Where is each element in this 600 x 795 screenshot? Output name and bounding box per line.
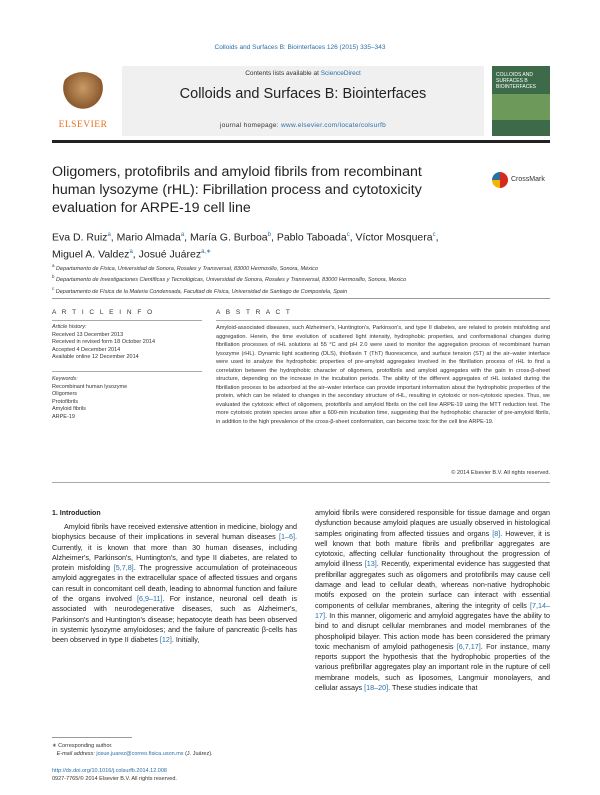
header-rule	[52, 140, 550, 143]
journal-masthead	[52, 66, 550, 136]
body-text: . These studies indicate that	[388, 683, 478, 693]
footnote-rule	[52, 737, 132, 738]
elsevier-tree-icon	[60, 72, 106, 112]
author[interactable]: Eva D. Ruiz	[52, 231, 108, 244]
author-affil-mark[interactable]: c	[346, 232, 350, 238]
keyword: Amyloid fibrils	[52, 406, 86, 413]
cover-band	[492, 94, 550, 120]
contents-line	[122, 70, 484, 77]
author[interactable]: Víctor Mosquera	[355, 231, 433, 244]
article-info-rule	[52, 320, 202, 321]
citation-link[interactable]: [7,14–17]	[315, 600, 550, 620]
affiliation-text: Departamento de Investigaciones Científicas y Tecnológicas, Universidad de Sonora, Rosales y Transversal, 83000 Hermosillo, Sonora, Mexico	[56, 277, 407, 284]
email-line	[52, 751, 297, 759]
footnote	[52, 743, 297, 758]
author[interactable]: Josué Juárez	[138, 248, 202, 261]
running-head: Colloids and Surfaces B: Biointerfaces 126 (2015) 335–343	[214, 44, 386, 51]
body-text: . For instance, many reports support the hypothesis that the hydrophobic properties of the various prefibrillar aggregates play an important role in the rupture of cell membrane models, such as liposomes, Langmuir monolayers, and cellular assays	[315, 641, 550, 693]
affiliation-mark: a	[52, 263, 55, 268]
history-item: Received in revised form 18 October 2014	[52, 339, 156, 346]
crossmark-label: CrossMark	[511, 176, 545, 183]
history-item: Available online 12 December 2014	[52, 354, 139, 361]
masthead-box	[122, 66, 484, 136]
affiliation	[52, 285, 550, 296]
author-affil-mark[interactable]: a	[107, 232, 111, 238]
email-link[interactable]: josue.juarez@correo.fisica.uson.mx	[96, 750, 184, 757]
journal-homepage	[122, 122, 484, 129]
citation-link[interactable]: [8]	[492, 528, 501, 538]
citation-link[interactable]: [6,7,17]	[456, 641, 481, 651]
citation-link[interactable]: [5,7,8]	[113, 563, 134, 573]
history-label: Article history:	[52, 324, 87, 330]
keywords-rule	[52, 371, 202, 372]
keyword: ARPE-19	[52, 413, 75, 420]
author-list: Eva D. Ruiz$^a$, Mario Almada$^a$, María G. Burboa$^b$, Pablo Taboada$^c$, Víctor Mosquera$^c$, Miguel A. Valdez$^a$, Josué Juárez$^{a,∗}$	[52, 231, 439, 261]
history-item: Received 13 December 2013	[52, 331, 124, 338]
crossmark-icon	[492, 172, 508, 188]
body-text: . Currently, it is known that more than 30 human diseases, including Alzheimer's, Parkinson's, Huntington's, and type II diabetes, are related to protein misfolding	[52, 532, 297, 573]
section-rule	[52, 298, 550, 299]
article-info-heading: A R T I C L E I N F O	[52, 309, 155, 316]
author[interactable]: Miguel A. Valdez	[52, 248, 130, 261]
corresponding-author-note: ∗ Corresponding author.	[52, 743, 113, 749]
author[interactable]: María G. Burboa	[190, 231, 268, 244]
abstract-heading: A B S T R A C T	[216, 309, 292, 316]
author[interactable]: Mario Almada	[116, 231, 181, 244]
affiliation	[52, 262, 550, 273]
abstract-rule	[216, 320, 550, 321]
body-text: . In this manner, oligomeric and amyloid aggregates have the ability to bind to and disrupt cellular membranes and model membranes of the phospholipid bilayer. This action mode has been considered the primary toxic mechanism of amyloid pathogenesis	[315, 610, 550, 651]
keyword: Protofibrils	[52, 398, 78, 405]
citation-link[interactable]: [6,9–11]	[137, 594, 163, 604]
intro-paragraph	[52, 522, 297, 646]
crossmark-badge[interactable]	[492, 172, 552, 190]
affiliation	[52, 273, 550, 284]
body-text: Amyloid fibrils have received extensive attention in medicine, biology and biophysics because of their implications in several human diseases	[52, 522, 297, 542]
intro-paragraph-continued	[315, 508, 550, 693]
abstract-end-rule	[52, 482, 550, 483]
keywords	[52, 376, 202, 422]
doi-link[interactable]: http://dx.doi.org/10.1016/j.colsurfb.2014.12.008	[52, 768, 167, 774]
elsevier-logo	[52, 70, 114, 132]
body-column-right	[315, 508, 550, 693]
author-affil-mark[interactable]: a	[129, 249, 133, 255]
history-item: Accepted 4 December 2014	[52, 346, 121, 353]
keywords-label: Keywords:	[52, 376, 78, 382]
homepage-link[interactable]: www.elsevier.com/locate/colsurfb	[281, 122, 387, 129]
affiliation-mark: b	[52, 274, 55, 280]
body-text: . However, it is well known that both mature fibrils and prefibrillar aggregates are cytotoxic, affecting cellular functionality throughout the progression of amyloid illness	[315, 528, 550, 569]
affiliation-text: Departamento de Física, Universidad de Sonora, Rosales y Transversal, 83000 Hermosillo, Sonora, México	[56, 265, 318, 272]
keyword: Oligomers	[52, 391, 78, 398]
author[interactable]: Pablo Taboada	[276, 231, 347, 244]
email-suffix: (J. Juárez).	[183, 750, 213, 757]
abstract-text: Amyloid-associated diseases, such Alzheimer's, Huntington's, Parkinson's, and type II diabetes, are related to protein misfolding and aggregation. Herein, the time evolution of scattered light intensity, hydrophobic properties, and conformational changes during fibrillation processes of rHL solutions at 55 °C and pH 2.0 were used to monitor the aggregation process of recombinant human lysozyme (rHL). Dynamic light scattering (DLS), thioflavin T (ThT) fluorescence, and surface tension (ST) at the air–water interface were used to analyze the hydrophobic properties of pre-amyloid aggregates involved in the fibrillation process of rHL to find a correlation between the hydrophobic character of oligomers, protofibrils and amyloid aggregates with the gain in cross-β-sheet structure, depending on the increase in the incubation periods. The ability of the different aggregates of rHL isolated during the fibrillation process to be adsorbed at the air–water interface can provide important information about the hydrophobic properties of the protein, which can be related to changes in the secondary structure of rHL, resulting in cytotoxic or non-cytotoxic species. Thus, we evaluated the cytotoxic effect of oligomers, protofibrils and amyloid fibrils on the cell line ARPE-19 using the MTT reduction test. The more cytotoxic protein species arose after a 600-min incubation time, suggesting that the hydrophobic character of pre-amyloid fibrils, in addition to the high prevalence of the cross-β-sheet conformation, can become toxic for the cell line ARPE-19.	[216, 325, 550, 425]
citation-link[interactable]: [12]	[159, 635, 172, 645]
email-label: E-mail address:	[56, 750, 97, 757]
sciencedirect-link[interactable]: ScienceDirect	[320, 70, 361, 77]
body-text: . The progressive accumulation of proteinaceous amyloid aggregates in the extracellular space of affected tissues and organs can result in concomitant cell death, leading to abnormal function and failure of the organs involved	[52, 563, 297, 604]
cover-text: COLLOIDS AND SURFACES B BIOINTERFACES	[496, 72, 537, 90]
body-text: . Recently, experimental evidence has suggested that prefibrillar aggregates such as oligomers and protofibrils may cause cell damage and lead to cellular death, whereas non-native hydrophobic motifs exposed on the protein surface can interact with essential components of cellular membranes, altering the integrity of cells	[315, 559, 550, 610]
affiliation-mark: c	[52, 285, 55, 291]
journal-cover-thumbnail	[492, 66, 550, 136]
affiliation-text: Departamento de Física de la Materia Condensada, Facultad de Física, Universidad de Santiago de Compostela, Spain	[55, 288, 348, 295]
author-affil-mark[interactable]: a	[180, 232, 185, 238]
contents-prefix: Contents lists available at	[245, 70, 321, 77]
abstract-copyright: © 2014 Elsevier B.V. All rights reserved.	[451, 470, 550, 476]
body-text: . For instance, neuronal cell death is associated with neurodegenerative diseases, such as Alzheimer's, Parkinson's and Huntington's disease; hepatocyte death has been observed in systemic lysozyme amyloidoses; and the failure of pancreatic β-cells has been observed in type II diabetes	[52, 594, 297, 645]
body-column-left	[52, 522, 297, 646]
introduction-heading: 1. Introduction	[52, 510, 101, 517]
journal-title: Colloids and Surfaces B: Biointerfaces	[179, 86, 427, 102]
citation-link[interactable]: [13]	[364, 559, 377, 569]
issn-line: 0927-7765/© 2014 Elsevier B.V. All rights reserved.	[52, 775, 177, 782]
article-history	[52, 324, 202, 362]
citation-link[interactable]: [18–20]	[364, 683, 389, 693]
elsevier-wordmark: ELSEVIER	[58, 120, 108, 130]
citation-link[interactable]: [1–6]	[279, 532, 295, 542]
homepage-prefix: journal homepage:	[219, 122, 282, 129]
author-affil-mark[interactable]: b	[267, 232, 271, 238]
affiliations	[52, 262, 550, 296]
keyword: Recombinant human lysozyme	[52, 383, 128, 390]
bottom-info	[52, 768, 352, 783]
body-text: . Initially,	[171, 635, 200, 645]
body-text: amyloid fibrils were considered responsible for tissue damage and organ dysfunction because amyloid plaques are usually observed in histological samples originating from affected tissues and organs	[315, 508, 550, 538]
article-title: Oligomers, protofibrils and amyloid fibrils from recombinant human lysozyme (rHL): Fibrillation process and cytotoxicity evaluation for ARPE-19 cell line	[52, 164, 422, 216]
author-affil-mark[interactable]: c	[432, 232, 436, 238]
author-affil-mark[interactable]: a,∗	[201, 249, 212, 255]
